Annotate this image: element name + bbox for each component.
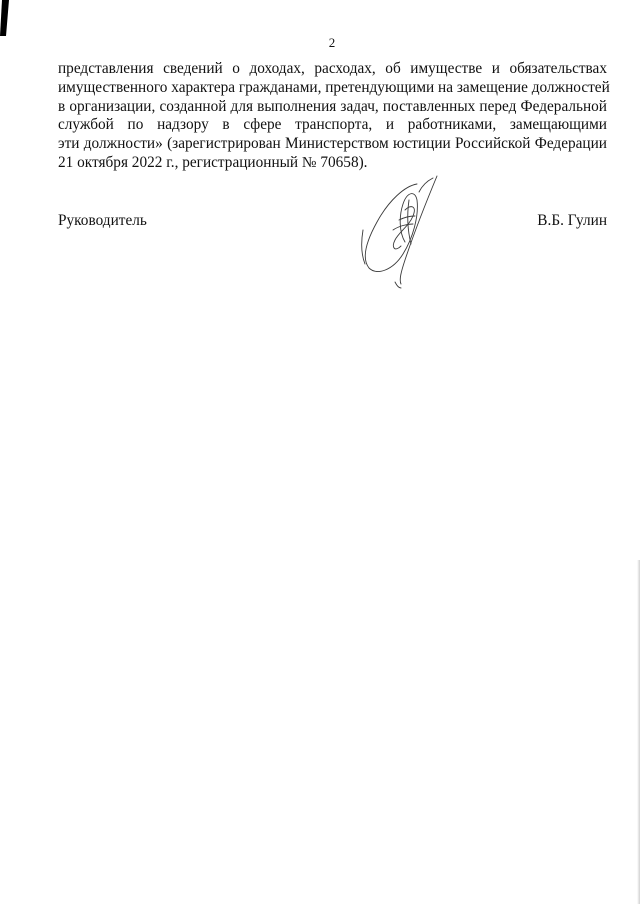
- signatory-title: Руководитель: [58, 212, 147, 229]
- body-line: представления сведений о доходах, расходах, об имуществе и обязательствах: [58, 60, 607, 77]
- body-line: имущественного характера гражданами, претендующими на замещение должностей: [58, 78, 610, 96]
- body-line: эти должности» (зарегистрирован Министерством юстиции Российской Федерации: [58, 135, 607, 153]
- signatory-name: В.Б. Гулин: [537, 212, 607, 229]
- body-line: службой по надзору в сфере транспорта, и работниками, замещающими: [58, 116, 607, 134]
- handwritten-signature: [355, 170, 455, 290]
- body-line: в организации, созданной для выполнения задач, поставленных перед Федеральной: [58, 97, 607, 115]
- body-line: 21 октября 2022 г., регистрационный № 70658).: [58, 153, 368, 171]
- page-number: 2: [328, 35, 336, 50]
- body-paragraph: [58, 60, 610, 173]
- scan-edge-mark: [0, 0, 9, 36]
